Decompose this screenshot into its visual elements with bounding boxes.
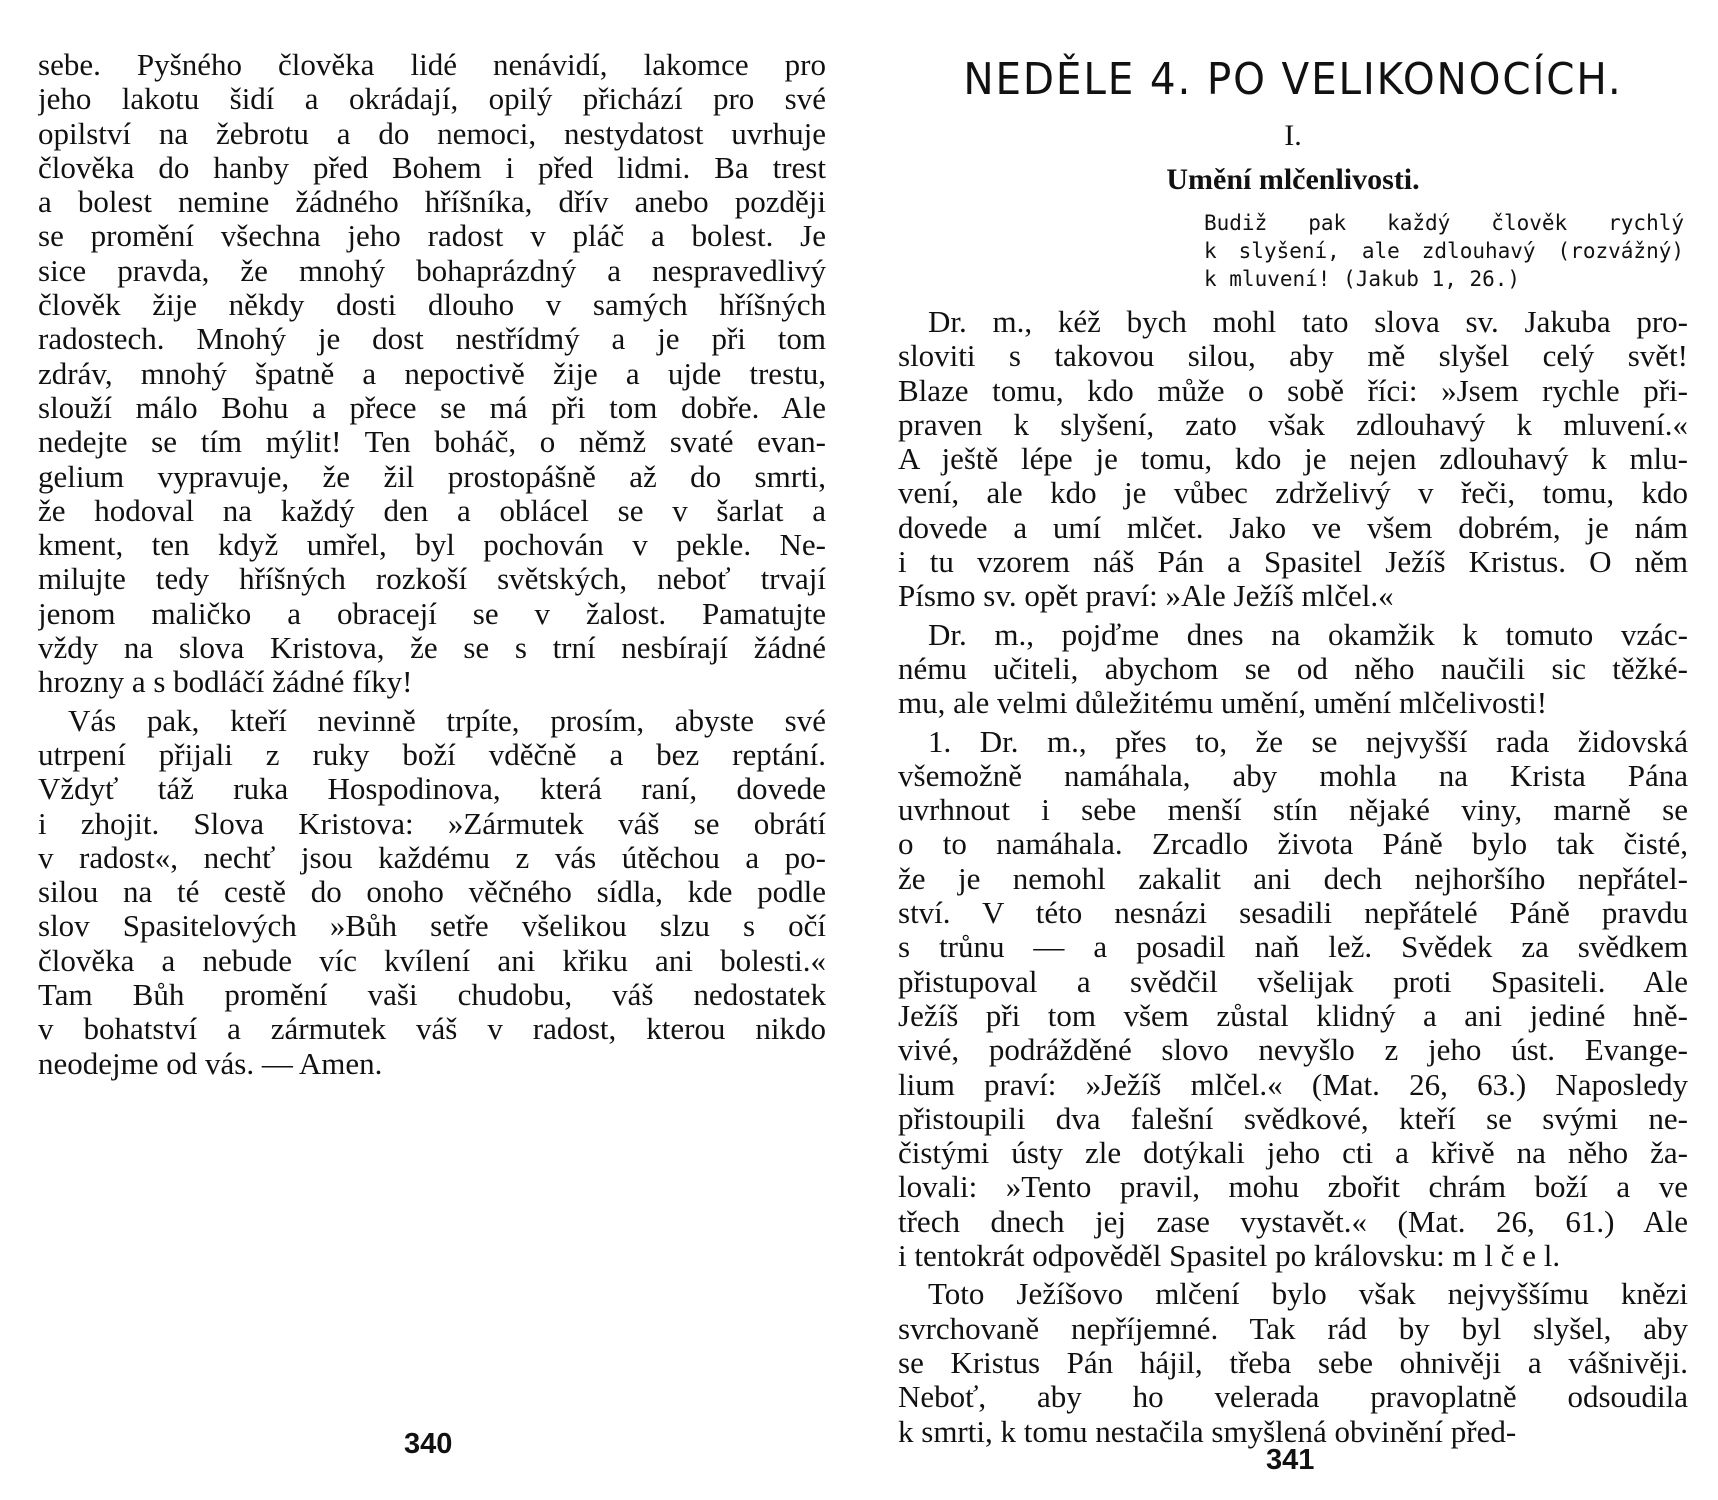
paragraph (898, 1277, 1688, 1448)
text-line: v bohatství a zármutek váš v radost, kterou nikdo (38, 1012, 826, 1047)
page-number-right: 341 (1266, 1444, 1315, 1476)
text-line: 1. Dr. m., přes to, že se nejvyšší rada židovská (928, 724, 1688, 759)
left-page (38, 0, 826, 1500)
paragraph (898, 725, 1688, 1274)
text-line: nému učiteli, abychom se od něho naučili sic těžké- (898, 651, 1688, 686)
right-page-text (898, 305, 1688, 1449)
text-line: mu, ale velmi důležitému umění, umění mlčelivosti! (898, 686, 1548, 721)
motto-line: k mluvení! (Jakub 1, 26.) (1204, 267, 1521, 291)
text-line: utrpení přijali z ruky boží vděčně a bez reptání. (38, 737, 826, 772)
text-line: vždy na slova Kristova, že se s trní nesbírají žádné (38, 631, 826, 666)
sermon-subtitle: Umění mlčenlivosti. (1166, 163, 1420, 196)
text-line: vivé, podrážděné slovo nevyšlo z jeho úst. Evange- (898, 1033, 1688, 1068)
motto-line: Budiž pak každý člověk rychlý (1204, 211, 1684, 235)
text-line: přistoupili dva falešní svědkové, kteří se svými ne- (898, 1101, 1688, 1136)
paragraph (38, 48, 826, 700)
text-line: ství. V této nesnázi sesadili nepřátelé Páně pravdu (898, 896, 1688, 931)
text-line: slouží málo Bohu a přece se má při tom dobře. Ale (38, 390, 826, 425)
text-line: se promění všechna jeho radost v pláč a bolest. Je (38, 219, 826, 254)
text-line: čistými ústy zle dotýkali jeho cti a křivě na něho ža- (898, 1136, 1688, 1171)
text-line: o to namáhala. Zrcadlo života Páně bylo tak čisté, (898, 827, 1688, 862)
paragraph (898, 618, 1688, 721)
chapter-title: NEDĚLE 4. PO VELIKONOCÍCH. (963, 54, 1623, 105)
text-line: v radost«, nechť jsou každému z vás útěchou a po- (38, 840, 826, 875)
text-line: všemožně namáhala, aby mohla na Krista Pána (898, 758, 1688, 793)
text-line: sice pravda, že mnohý bohaprázdný a nespravedlivý (38, 253, 826, 288)
text-line: radostech. Mnohý je dost nestřídmý a je při tom (38, 322, 826, 357)
text-line: hrozny a s bodláčí žádné fíky! (38, 665, 413, 700)
text-line: milujte tedy hříšných rozkoší světských, neboť trvají (38, 562, 826, 597)
text-line: člověk žije někdy dosti dlouho v samých hříšných (38, 288, 826, 323)
text-line: Dr. m., kéž bych mohl tato slova sv. Jakuba pro- (928, 305, 1688, 339)
text-line: člověka do hanby před Bohem i před lidmi. Ba trest (38, 150, 826, 185)
scripture-motto (1204, 209, 1684, 293)
section-numeral: I. (1284, 119, 1302, 152)
text-line: že je nemohl zakalit ani dech nejhoršího nepřátel- (898, 861, 1688, 896)
text-line: opilství na žebrotu a do nemoci, nestydatost uvrhuje (38, 116, 826, 151)
text-line: gelium vypravuje, že žil prostopášně až do smrti, (38, 459, 826, 494)
text-line: Blaze tomu, kdo může o sobě říci: »Jsem rychle při- (898, 373, 1688, 408)
text-line: i tentokrát odpověděl Spasitel po královsku: m l č e l. (898, 1239, 1561, 1274)
text-line: třech dnech jej zase vystavět.« (Mat. 26, 61.) Ale (898, 1204, 1688, 1239)
text-line: neodejme od vás. — Amen. (38, 1046, 383, 1081)
text-line: že hodoval na každý den a oblácel se v šarlat a (38, 493, 826, 528)
text-line: slov Spasitelových »Bůh setře všelikou slzu s očí (38, 909, 826, 944)
text-line: jeho lakotu šidí a okrádají, opilý přichází pro své (38, 82, 826, 117)
text-line: jenom maličko a obracejí se v žalost. Pamatujte (38, 596, 826, 631)
text-line: dovede a umí mlčet. Jako ve všem dobrém, je nám (898, 510, 1688, 545)
text-line: sloviti s takovou silou, aby mě slyšel celý svět! (898, 339, 1688, 374)
right-page (898, 0, 1688, 1500)
text-line: Vždyť táž ruka Hospodinova, která raní, dovede (38, 772, 826, 807)
text-line: Ježíš při tom všem zůstal klidný a ani jediné hně- (898, 998, 1688, 1033)
text-line: Vás pak, kteří nevinně trpíte, prosím, abyste své (68, 703, 826, 738)
text-line: svrchovaně nepříjemné. Tak rád by byl slyšel, aby (898, 1311, 1688, 1346)
text-line: i zhojit. Slova Kristova: »Zármutek váš se obrátí (38, 806, 826, 841)
text-line: silou na té cestě do onoho věčného sídla, kde podle (38, 875, 826, 910)
text-line: Toto Ježíšovo mlčení bylo však nejvyššímu knězi (928, 1277, 1688, 1312)
text-line: a bolest nemine žádného hříšníka, dřív anebo později (38, 185, 826, 220)
text-line: se Kristus Pán hájil, třeba sebe ohnivěji a vášnivěji. (898, 1345, 1688, 1380)
text-line: Písmo sv. opět praví: »Ale Ježíš mlčel.« (898, 579, 1394, 614)
text-line: kment, ten když umřel, byl pochován v pekle. Ne- (38, 528, 826, 563)
text-line: lium praví: »Ježíš mlčel.« (Mat. 26, 63.) Naposledy (898, 1067, 1688, 1102)
text-line: k smrti, k tomu nestačila smyšlená obvinění před- (898, 1414, 1517, 1449)
text-line: Dr. m., pojďme dnes na okamžik k tomuto vzác- (928, 617, 1688, 652)
paragraph (898, 305, 1688, 614)
paragraph (38, 704, 826, 1081)
text-line: přistupoval a svědčil všelijak proti Spasiteli. Ale (898, 964, 1688, 999)
left-page-text (38, 0, 826, 1081)
text-line: lovali: »Tento pravil, mohu zbořit chrám boží a ve (898, 1170, 1688, 1205)
text-line: sebe. Pyšného člověka lidé nenávidí, lakomce pro (38, 48, 826, 82)
text-line: Neboť, aby ho velerada pravoplatně odsoudila (898, 1380, 1688, 1415)
text-line: vení, ale kdo je vůbec zdrželivý v řeči, tomu, kdo (898, 476, 1688, 511)
text-line: nedejte se tím mýlit! Ten boháč, o němž svaté evan- (38, 425, 826, 460)
text-line: praven k slyšení, zato však zdlouhavý k mluvení.« (898, 407, 1688, 442)
text-line: Tam Bůh promění vaši chudobu, váš nedostatek (38, 978, 826, 1013)
text-line: zdráv, mnohý špatně a nepoctivě žije a ujde trestu, (38, 356, 826, 391)
text-line: i tu vzorem náš Pán a Spasitel Ježíš Kristus. O něm (898, 545, 1688, 580)
page-number-left: 340 (404, 1428, 453, 1460)
text-line: s trůnu — a posadil naň lež. Svědek za svědkem (898, 930, 1688, 965)
text-line: uvrhnout i sebe menší stín nějaké viny, marně se (898, 793, 1688, 828)
motto-line: k slyšení, ale zdlouhavý (rozvážný) (1204, 239, 1684, 263)
text-line: člověka a nebude víc kvílení ani křiku ani bolesti.« (38, 943, 826, 978)
text-line: A ještě lépe je tomu, kdo je nejen zdlouhavý k mlu- (898, 442, 1688, 477)
